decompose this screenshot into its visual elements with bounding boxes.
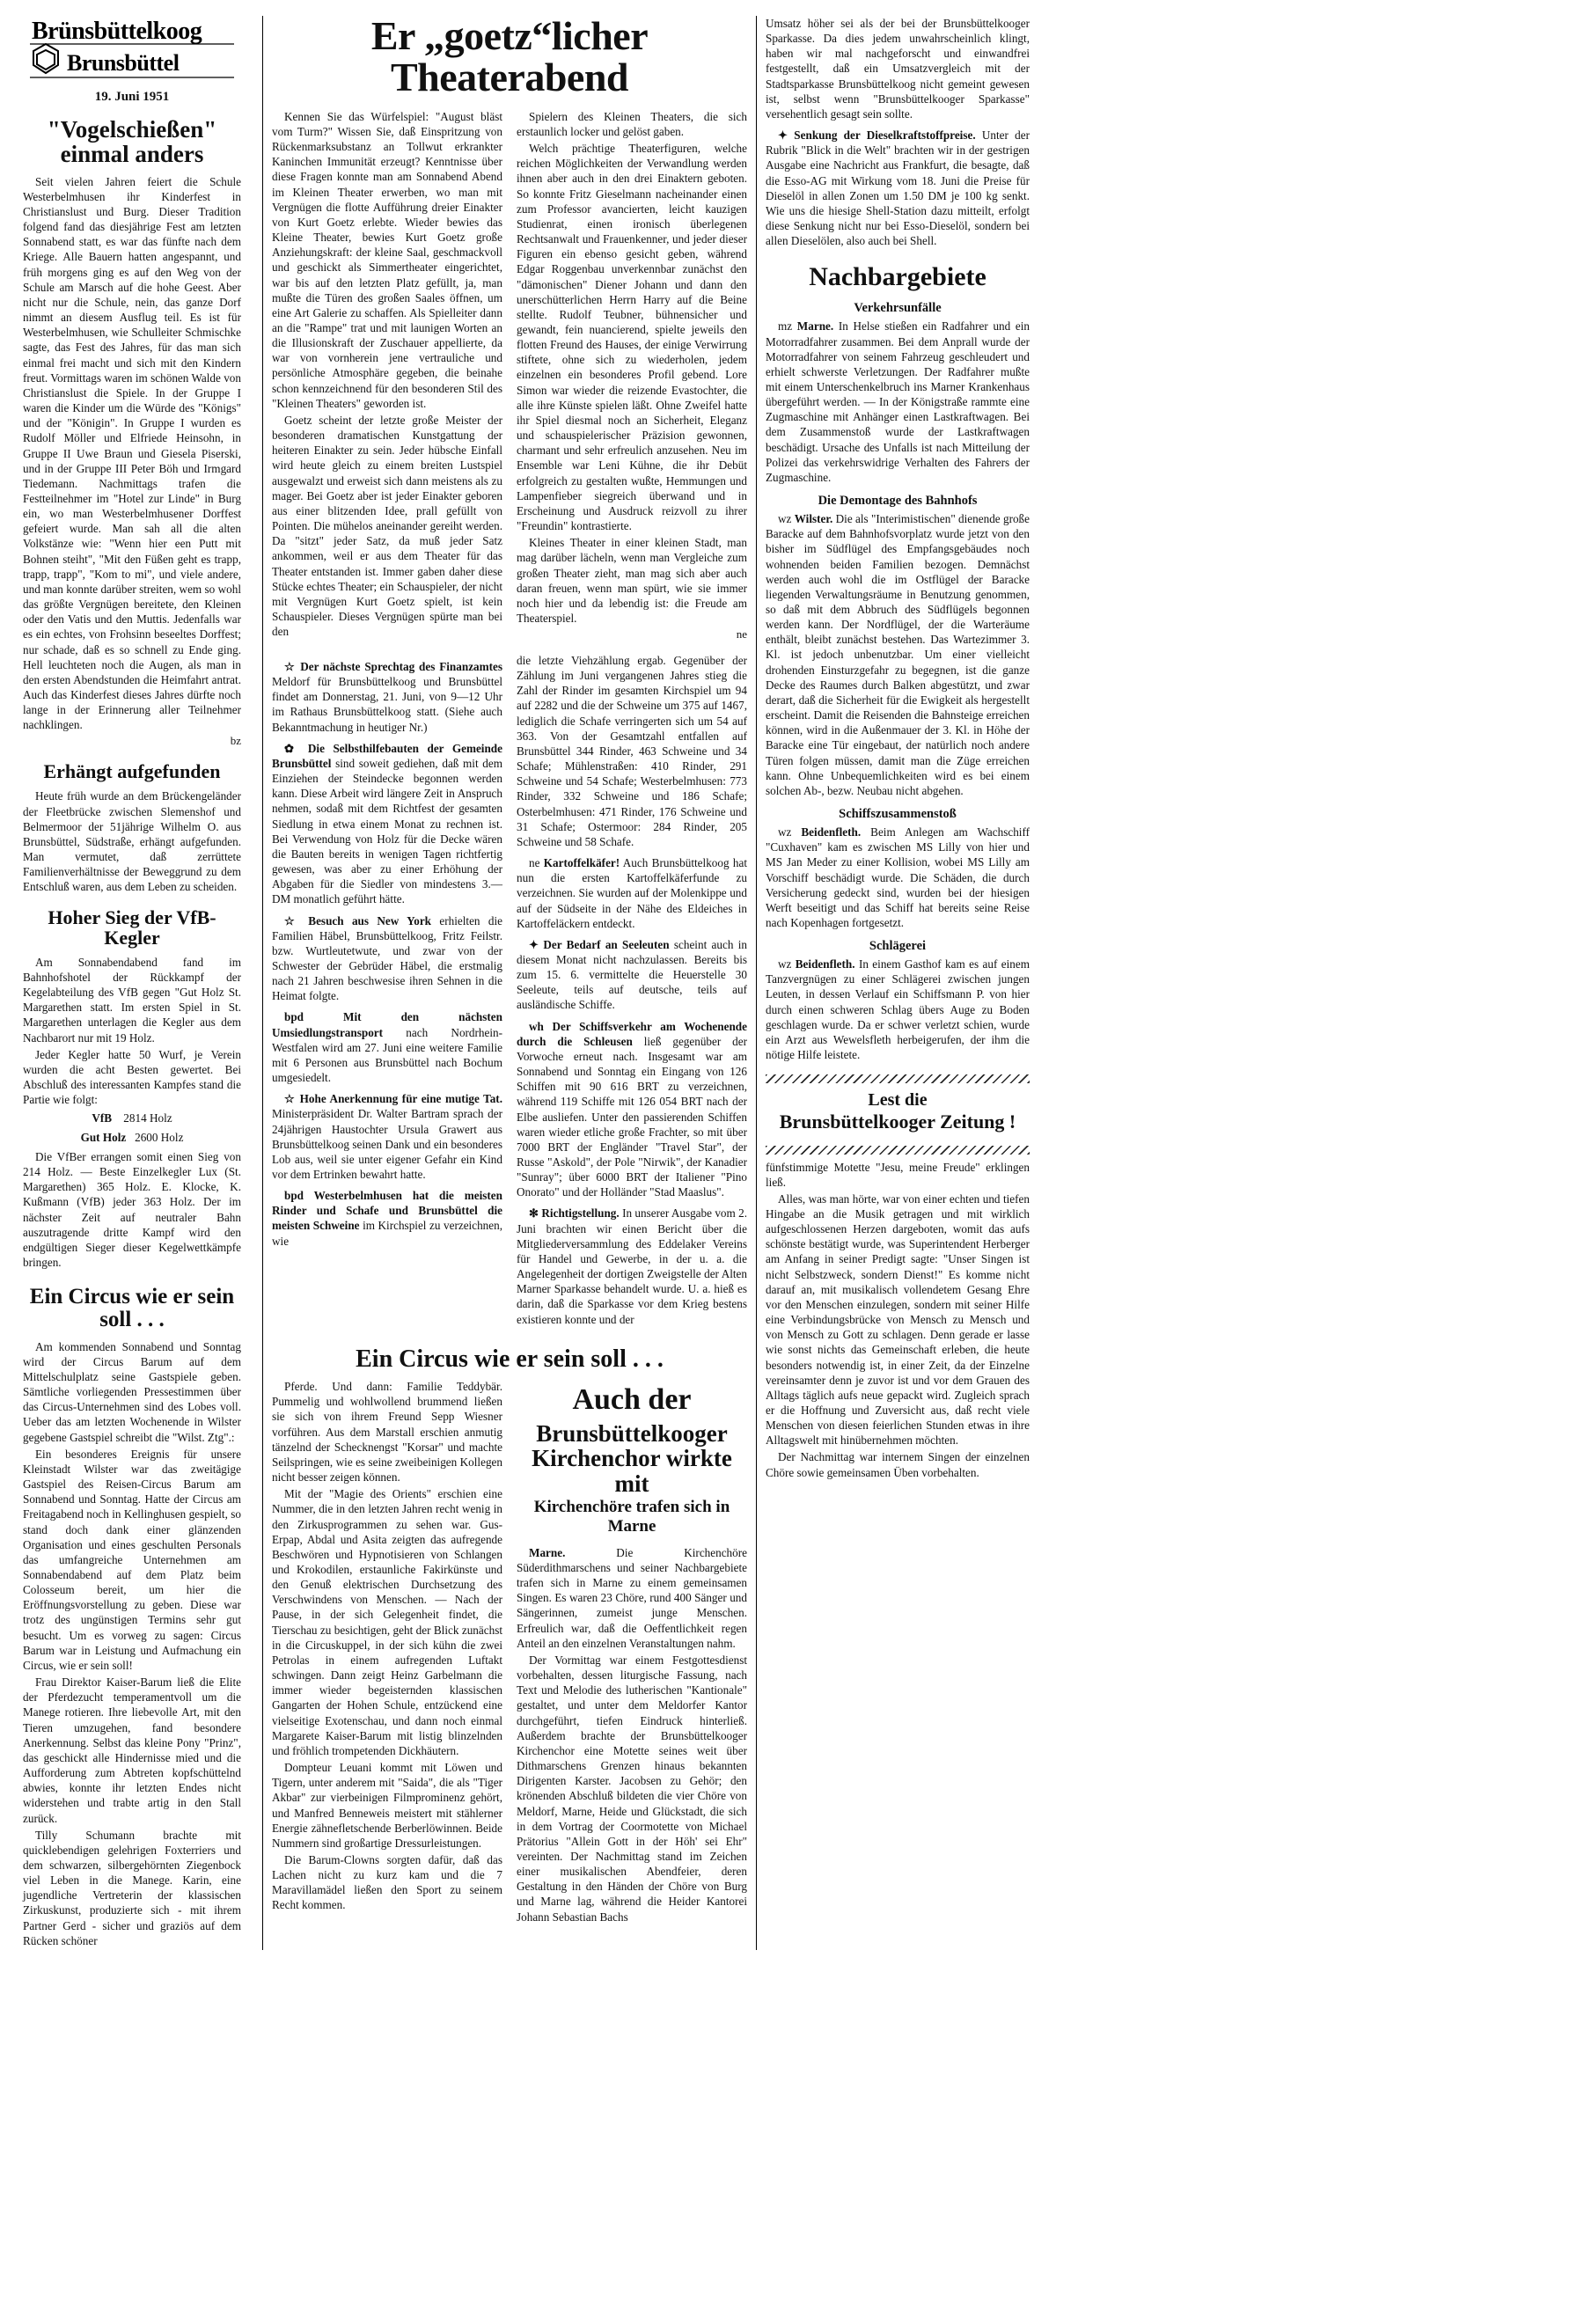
news-brief — [517, 1019, 747, 1200]
news-brief — [766, 128, 1030, 248]
star-icon: ✦ — [529, 937, 544, 951]
score-value: 2600 Holz — [135, 1131, 184, 1145]
decorative-divider-top — [766, 1074, 1030, 1083]
news-brief — [272, 1091, 502, 1182]
dateline: Wilster. — [794, 512, 833, 526]
star-icon: ✦ — [778, 128, 795, 143]
brief-lead: Besuch aus New York — [308, 913, 432, 927]
subsection-heading: Schiffszusammenstoß — [839, 807, 957, 822]
article-body: Tilly Schumann brachte mit quicklebendigen gelehrigen Foxterriers und dem schwarzen, silbergehörnten Ziegenbock viel Leben in die Manege. Karin, eine jugendliche Vertreterin der klassischen Zirkuskunst, produzierte sich - mit ihrem Partner Gerd - sicher und graziös auf dem Rücken schöner — [23, 1828, 241, 1947]
issue-date: 19. Juni 1951 — [94, 90, 170, 104]
article-signature: bz — [230, 734, 241, 748]
page-title: Er „goetz“licher Theaterabend — [370, 13, 649, 99]
svg-text:Brunsbüttel: Brunsbüttel — [67, 50, 180, 76]
briefs-col-right — [517, 653, 747, 1329]
article-headline-vogelschiessen — [23, 117, 241, 167]
brief-marker: wz — [778, 957, 796, 971]
article-text: Beim Anlegen am Wachschiff "Cuxhaven" kam es zwischen MS Lilly von hier und MS Jan Meder zu einer Kollision, wobei MS Lilly am Vorschiff beschädigt wurde. Die Schäden, die durch Versicherung gedeckt sind, wurden bei der hiesigen Werft beseitigt und das Schiff hat bereits seine Reise nach Kopenhagen fortgesetzt. — [766, 825, 1030, 929]
article-body — [766, 957, 1030, 1062]
article-body: Am kommenden Sonnabend und Sonntag wird der Circus Barum auf dem Mittelschulplatz seine Gastspiele geben. Sämtliche vorliegenden Pressestimmen über das Circus-Unternehmen sind des Lobes voll. Ueber das am letzten Wochenende in Wilster gegebene Gastspiel schreibt die "Wilst. Ztg".: — [23, 1339, 241, 1444]
score-value: 2814 Holz — [123, 1111, 172, 1125]
article-body: Der Nachmittag war internem Singen der einzelnen Chöre sowie gemeinsamen Üben vorbehalten. — [766, 1450, 1030, 1479]
article-body: Kennen Sie das Würfelspiel: "August bläst vom Turm?" Wissen Sie, daß Einspritzung von Rückenmarksubstanz an Tollwut erkrankter Kaninchen Immunität erzeugt? Kenntnisse über diese Fragen konnte man am Sonnabend Abend im Kleinen Theater erwerben, wo man mit Vergnügen die flotte Aufführung dreier Einakter von Kurt Goetz erlebte. Wieder bewies das Kleine Theater, bewies Kurt Goetz große Anziehungskraft: der kleine Saal, geschmackvoll und geschickt als Simmertheater eingerichtet, war bis auf den letzten Platz gefüllt, ja, man mußte die Türen des großen Saales öffnen, um eine Art Galerie zu schaffen. Als Spielleiter dann an die "Rampe" trat und mit launigen Worten an die Illusionskraft der Zuschauer appellierte, da war von vornherein jene vertrauliche und persönliche Atmosphäre gegeben, die beinahe schon kennzeichnend für den besonderen Stil des "Kleinen Theaters" geworden ist. — [272, 109, 502, 410]
theater-col-left — [272, 109, 502, 644]
circus-col-left — [272, 1379, 502, 1926]
article-headline-kegler: Hoher Sieg der VfB-Kegler — [48, 905, 216, 949]
article-text: Die Kirchenchöre Süderdithmarschens und seiner Nachbargebiete trafen sich in Marne zu einem gemeinsamen Singen. Es waren 23 Chöre, rund 400 Sänger und Sängerinnen, zumeist junge Menschen. Erfreulich war, daß die Oeffentlichkeit regen Anteil an den einzelnen Veranstaltungen nahm. — [517, 1545, 747, 1650]
promo-line-1: Lest die — [868, 1090, 928, 1111]
brief-body: Auch Brunsbüttelkoog hat nun die ersten Kartoffelkäferfunde zu verzeichnen. Sie wurden auf der Molenkippe und auf der Südseite in der Nähe des Eldeiches in Kartoffeläckern entdeckt. — [517, 856, 747, 930]
brief-body: In unserer Ausgabe vom 2. Juni brachten wir einen Bericht über die Mitgliederversammlung des Eddelaker Vereins für Handel und Gewerbe, in der u. a. die Angelegenheit der dortigen Zweigstelle der Alten Marner Sparkasse behandelt wurde. U. a. hieß es darin, daß die Sparkasse vor dem Krieg bestens existieren konnte und der — [517, 1206, 748, 1326]
article-body: Umsatz höher sei als der bei der Brunsbüttelkooger Sparkasse. Da dies jedem unwahrscheinlich klingt, haben wir mal nachgeforscht und einwandfrei festgestellt, daß ein Umsatzvergleich mit der Stadtsparkasse Brunsbüttelkoog nicht gemeint gewesen ist, selbst wenn "Brunsbüttelkooger Sparkasse" versehentlich gesagt sein sollte. — [766, 17, 1030, 121]
brief-lead: Hohe Anerkennung für eine mutige Tat. — [299, 1092, 502, 1106]
article-body — [517, 1545, 747, 1651]
article-body: Goetz scheint der letzte große Meister der besonderen dramatischen Kunstgattung der heiteren Einakter zu sein. Jeder hübsche Einfall wird heute gleich zu einem breiten Lustspiel ausgewalzt und erweist sich dann meistens als zu mager. Bei Goetz aber ist jeder Einakter geboren aus einer blitzenden Idee, prall gefüllt von Pointen. Die mühelos aneinander gereiht werden. Da "sitzt" jeder Satz, da muß jeder Satz ankommen, weil er aus dem Theater für das Theater entstanden ist. Immer gaben daher diese Stücke echtes Theater; ein Schauspieler, der nicht mit Vergnügen Kurt Goetz spielt, ist kein Schauspieler. Dieses Vergnügen spürte man bei den — [272, 413, 502, 639]
score-team-name: Gut Holz — [80, 1131, 127, 1145]
brief-marker: wh — [529, 1019, 553, 1033]
dateline: Marne. — [796, 319, 834, 334]
brief-lead: Der Bedarf an Seeleuten — [543, 937, 670, 951]
score-row — [23, 1111, 241, 1126]
article-body: Die VfBer errangen somit einen Sieg von 214 Holz. — Beste Einzelkegler Lux (St. Margarethen) 365 Holz. E. Klocke, K. Kußmann (VfB) jeder 363 Holz. Der im nächster Zeit auf neutraler Bahn auszutragende dritte Kampf wird den endgültigen Sieger dieser Kegelwettkämpfe bringen. — [23, 1149, 241, 1270]
article-body: Alles, was man hörte, war von einer echten und tiefen Hingabe an die Musik getragen und mit wirklich aufgeschlossenen Herzen dargeboten, womit das aufs schönste bestätigt wurde, was Superintendent Herberger am Anfang in seiner Predigt sagte: "Unser Singen ist nicht Selbstzweck, sondern Dienst!" Es komme nicht darauf an, mit musikalisch vollendetem Gesang Ehre vor den Menschen einzulegen, sondern mit seiner Hilfe eine Verbindungsbrücke von Mensch zu Mensch und von Mensch zu Gott zu schlagen. Denn gerade er lasse wie sonst nichts das Gemeinschaft erleben, die heute besonders notwendig ist, in einer Zeit, da der Einzelne vereinsamter denn je zuvor ist und vor dem Grauen des Alltags täglich aufs neue gepackt wird. Zugleich sprach er die Hoffnung und Zuversicht aus, daß recht viele Menschen von diesen feierlichen Stunden etwas in ihre Alltagswelt mit hinübernehmen möchten. — [766, 1191, 1030, 1448]
masthead-logo — [28, 16, 236, 84]
circus-col-right — [517, 1379, 747, 1926]
dateline: Marne. — [529, 1545, 566, 1559]
article-body: Frau Direktor Kaiser-Barum ließ die Elite der Pferdezucht temperamentvoll um die Manege rotieren. Ihre liebevolle Art, mit den Tieren umzugehen, fand besondere Anerkennung. Selbst das kleine Pony "Prinz", das geschickt alle Hindernisse mied und die Aufforderung zum Abtreten kopfschüttelnd abwies, konnte ihr letzten Endes nicht widerstehen und trabte artig in den Stall zurück. — [23, 1675, 241, 1825]
brief-lead: Der nächste Sprechtag des Finanzamtes — [300, 660, 502, 674]
star-icon: ✻ — [529, 1206, 542, 1221]
brief-body: im Kirchspiel zu verzeichnen, wie — [272, 1219, 502, 1248]
brief-lead: Richtigstellung. — [541, 1206, 620, 1221]
dateline: Beidenfleth. — [801, 825, 862, 839]
decorative-divider-bottom — [766, 1146, 1030, 1155]
subsection-heading: Schlägerei — [869, 939, 927, 954]
brief-body: sind soweit gediehen, daß mit dem Einziehen der Steindecke begonnen werden kann. Diese Arbeit wird längere Zeit in Anspruch nehmen, sodaß mit dem Richtfest der gesamten Siedlung in etwa einem Monat zu rechnen ist. Bei Verwendung von Holz für die Decke wären die Bauten bereits in wenigen Tagen richtfertig gewesen, was aber zu einer Erhöhung der Abgaben für die Siedler von mindestens 3.— DM monatlich geführt hätte. — [272, 756, 502, 906]
brief-marker: wz — [778, 512, 795, 526]
brief-marker: bpd — [284, 1010, 344, 1024]
headline-line-2: einmal anders — [60, 141, 204, 168]
news-brief — [517, 1206, 747, 1326]
circus-article-columns — [272, 1379, 747, 1926]
article-body: Ein besonderes Ereignis für unsere Kleinstadt Wilster war das zweitägige Gastspiel des Reisen-Circus Barum am Sonnabend und Sonntag. Hatte der Circus am Freitagabend noch in Kellinghusen gespielt, so stand doch dank einer glänzenden Organisation und eines geschulten Personals das umfangreiche Unternehmen am Sonnabendabend auf dem Platz beim Colosseum bereit, um hier die Eröffnungsvorstellung zu geben. Diese war trotz des ungünstigen Termins sehr gut besucht. Um es vorweg zu sagen: Circus Barum war in Leistung und Aufmachung ein Circus, wie er sein soll! — [23, 1447, 241, 1672]
article-body: die letzte Viehzählung ergab. Gegenüber der Zählung im Juni vergangenen Jahres stieg die Zahl der Rinder im gesamten Kirchspiel um 94 auf 2282 und die der Schweine um 375 auf 1467, lediglich die Schafe verringerten sich um 54 auf 363. Von der Gesamtzahl entfallen auf Brunsbüttel 344 Rinder, 463 Schweine und 34 Schafe; Mühlenstraßen: 410 Rinder, 291 Schweine und 54 Schafe; Westerbelmhusen: 773 Rinder, 332 Schweine und 186 Schafe; Osterbelmhusen: 471 Rinder, 176 Schweine und 31 Schafe; Ostermoor: 284 Rinder, 205 Schweine und 58 Schafe. — [517, 654, 747, 848]
briefs-col-left — [272, 653, 502, 1329]
subsection-heading: Die Demontage des Bahnhofs — [818, 494, 978, 509]
masthead — [23, 16, 241, 84]
theater-col-right — [517, 109, 747, 644]
page-columns — [23, 13, 1561, 1950]
article-body: Der Vormittag war einem Festgottesdienst vorbehalten, dessen liturgische Fassung, nach Text und Melodie des lutherischen "Kantionale" gestaltet, und unter dem Meldorfer Kantor durchgeführt, tiefen Eindruck hinterließ. Außerdem brachte der Brunsbüttelkooger Kirchenchor eine Motette seines weit über Dithmarschens Grenzen hinaus bekannten Dirigenten Karster. Jacobsen zu Gehör; den krönenden Abschluß bildeten die vier Chöre von Meldorf, Marne, Heide und Glückstadt, die sich in dem Vortrag der Coormotette von Michael Prätorius "Allein Gott in der Höh' sei Ehr" vereinten. Der Nachmittag stand im Zeichen einer musikalischen Abendfeier, deren Gestaltung in den Händen der Chöre von Burg und Marne lag, während die Heider Kantorei Johann Sebastian Bachs — [517, 1653, 747, 1924]
brief-lead: Der Schiffsverkehr am Wochenende durch die Schleusen — [517, 1019, 747, 1048]
brief-body: nach Nordrhein-Westfalen wird am 27. Juni eine weitere Familie mit 6 Personen aus Brunsbüttel nach Bochum umgesiedelt. — [272, 1025, 503, 1085]
brief-lead: Kartoffelkäfer! — [543, 856, 620, 870]
promo-line-2: Brunsbüttelkooger Zeitung ! — [779, 1111, 1016, 1133]
dateline: Beidenfleth. — [795, 957, 855, 971]
article-body: Kleines Theater in einer kleinen Stadt, man mag darüber lächeln, wenn man Vergleiche zum großen Theater zieht, man mag sich aber auch daran freuen, wenn man spürt, wie sie immer noch hier und da lebendig ist: die Freude am Theaterspiel. — [517, 536, 747, 625]
brief-marker: ne — [529, 856, 544, 870]
article-body — [766, 825, 1030, 930]
article-body: Seit vielen Jahren feiert die Schule Westerbelmhusen ihr Kinderfest in Christianslust und Burg. Dieser Tradition folgend fand das diesjährige Fest am letzten Sonnabend statt, es war das fünfte nach dem Kriege. Alle Bauern hatten angespannt, und früh morgens ging es auf den Weg von der Schule am Marsch auf die hohe Geest. Aber nicht nur die Schule, nein, das ganze Dorf nimmt an diesem Ausflug teil. Es ist für Westerbelmhusen, wie Schulleiter Schmischke sagte, das Fest des Jahres, für das man sich einmal frei macht und sich mit den Kindern freut. Vormittags waren im schönen Walde von Christianslust die Spiele. In der Gruppe I waren die Kinder um die Würde des "Königs" und der "Königin". In Gruppe I wurden es Rudolf Möller und Elfriede Heinsohn, in Gruppe II Uwe Braun und Giesela Piserski, und in der Gruppe III Peter Böh und Irmgard Tiedemann. Nachmittags trafen die Festteilnehmer im "Hotel zur Linde" in Burg ein, wo man Westerbelmhusener Dorffest gefeiert wurde. Man sah all die alten Volkstänze wie: "Wenn hier een Putt mit Bohnen steiht", "Mit den Füßen geht es trapp, trapp, trapp", "Kom to mi", und viele andere, und man konnte darüber streiten, wem so wohl das größte Vergnügen bereitete, den Kleinen oder den Vatis und den Muttis. Jedenfalls war es ein echtes, von Frohsinn beseeltes Dorffest; nur schade, daß es so schnell zu Ende ging. Hell leuchteten noch die Augen, als man in den ersten Abendstunden die Heimfahrt antrat. Auch das Kinderfest dieses Jahres dürfte noch lange in der Erinnerung aller Teilnehmer nachklingen. — [23, 174, 241, 732]
article-body: Am Sonnabendabend fand im Bahnhofshotel der Rückkampf der Kegelabteilung des VfB gegen "Gut Holz St. Margarethen statt. Im ersten Spiel in St. Margarethen unterlagen die Kegler aus dem Nachbarort nur mit 19 Holz. — [23, 955, 241, 1045]
news-brief — [272, 1009, 502, 1085]
star-icon: ☆ — [284, 913, 309, 927]
headline-line-1: "Vogelschießen" — [47, 116, 217, 143]
article-signature: ne — [736, 627, 747, 641]
brief-body: Meldorf für Brunsbüttelkoog und Brunsbüttel findet am Donnerstag, 21. Juni, von 9—12 Uhr im Rathaus Brunsbüttelkoog statt. (Siehe auch Bekanntmachung in heutiger Nr.) — [272, 675, 502, 734]
briefs-columns — [272, 653, 747, 1329]
news-brief — [272, 659, 502, 735]
score-team-name: VfB — [92, 1111, 113, 1125]
article-body: Welch prächtige Theaterfiguren, welche reichen Möglichkeiten der Verwandlung werden ihnen aber auch in den drei Einaktern geboten. So konnte Fritz Gieselmann nacheinander einen zum Professor avancierten, leicht kauzigen Studienrat, einen ironisch überlegenen Rechtsanwalt und Frauenkenner, und jeder dieser Figuren ein ebenso gesicht geben, während Edgar Roggenbau unverkennbar zunächst den "dämonischen" Diener Johann und dann den unerschütterlichen Herrn Harry auf die Beine stellte. Rudolf Teubner, bühnensicher und gewandt, fein nuancierend, spielte jeweils den flotten Freund des Hauses, der einige Verwirrung stiftete, ohne sich zu wiederholen, jedem einzelnen ein besonderes Profil gebend. Lore Simon war wieder die reizende Evastochter, die alle ihre Künste spielen läßt. Ohne Zweifel hatte ihr Spiel diesmal noch an Sicherheit, Eleganz und schauspielerischer Präzision gewonnen, charmant und sehr erfreulich anzusehen. Neu im Ensemble war Leni Kühne, die ihr Debüt erfolgreich zu gestalten wußte, Hemmungen und Lampenfieber siegreich überwand und in Erscheinung und Ausdruck reizvoll zu ihrer "Freundin" kontrastierte. — [517, 142, 747, 533]
brief-body: scheint auch in diesem Monat nicht nachzulassen. Bereits bis zum 15. 6. vermittelte die Heuerstelle 30 Seeleute, teils auf deutsche, teils auf ausländische Schiffe. — [517, 937, 748, 1012]
article-subheadline-kirchenchor: Kirchenchöre trafen sich in Marne — [533, 1497, 730, 1536]
brief-body: Ministerpräsident Dr. Walter Bartram sprach der 24jährigen Haustochter Ursula Grawert aus Brunsbüttelkoog seinen Dank und ein besonderes Lob aus, weil sie unter eigener Gefahr ein Kind vor dem Ertrinken bewahrt hatte. — [272, 1107, 502, 1182]
article-body — [766, 511, 1030, 798]
star-icon: ☆ — [284, 1092, 300, 1106]
news-brief — [517, 855, 747, 931]
article-text: In einem Gasthof kam es auf einem Tanzvergnügen zu einer Schlägerei zwischen jungen Leuten, in dessen Verlauf ein Schiffsmann P. von hier durch einen schweren Schlag übers Auge zu Boden geschlagen wurde. Da er schwer verletzt schien, wurde ein Arzt aus Wewelsfleth herbeigerufen, der ihm die nötige Hilfe leistete. — [766, 957, 1030, 1062]
svg-text:Brünsbüttelkoog: Brünsbüttelkoog — [32, 18, 202, 45]
article-body: Jeder Kegler hatte 50 Wurf, je Verein wurden die acht Besten gewertet. Bei Abschluß des interessanten Kampfes stand die Partie wie folgt: — [23, 1047, 241, 1107]
column-divider — [756, 16, 757, 1950]
brief-body: Unter der Rubrik "Blick in die Welt" brachten wir in der gestrigen Ausgabe eine Nachricht aus Frankfurt, die besagte, daß die Esso-AG mit Wirkung vom 18. Juni die Preise für Dieselöl in allen Zonen um 1.50 DM je 100 kg senkt. Wie uns die hiesige Shell-Station dazu mitteilt, erfolgt diese Senkung nicht nur bei Esso-Dieselöl, sondern bei allen Dieselölen, also auch bei Shell. — [766, 128, 1030, 248]
star-icon: ☆ — [284, 660, 301, 674]
article-body: Mit der "Magie des Orients" erschien eine Nummer, die in den letzten Jahren recht wenig in den Zirkusprogrammen zu sehen war. Gus-Erpap, Abdal und Asita zeigten das aufregende Beschwören und Hypnotisieren von Schlangen und Krokodilen, erstaunliche Fakirkünste und den Genuß elektrischen Durchsetzung des Verschwindens von Menschen. — Nach der Pause, in der sich Gelegenheit findet, die Tierschau zu besichtigen, geht der Blick zunächst in die Circuskuppel, in der sich kühn die zwei Petrolas in einem aufregenden Luftakt schwingen. Dann zeigt Heinz Garbelmann die immer wieder begeisternden klassischen Gangarten der Hohen Schule, entzückend eine vielseitige Exotenschau, und dann noch einmal Margarete Kaiser-Barum mit listig blinzelnden und fröhlich trompetenden Dickhäutern. — [272, 1487, 502, 1757]
article-headline-circus: Ein Circus wie er sein soll . . . — [29, 1285, 235, 1332]
article-text: In Helse stießen ein Radfahrer und ein Motorradfahrer zusammen. Bei dem Anprall wurde der Motorradfahrer von seinem Fahrzeug geschleudert und erhielt schwerste Verletzungen. Der Radfahrer mußte mit einem Unterschenkelbruch ins Marner Krankenhaus übergeführt werden. — In der Königstraße rammte eine Zugmaschine mit Anhänger einen Lastkraftwagen. Bei dem Zusammenstoß wurde der Lastkraftwagen beschädigt. Ursache des Unfalls ist nach Mitteilung der Polizei das verkehrswidrige Verhalten des Fahrers der Zugmaschine. — [766, 319, 1030, 484]
brief-marker: bpd — [284, 1189, 314, 1203]
promo-ad[interactable] — [766, 1090, 1030, 1133]
column-2 — [272, 13, 748, 1926]
score-row — [23, 1130, 241, 1146]
news-brief — [517, 937, 747, 1013]
article-body: Dompteur Leuani kommt mit Löwen und Tigern, unter anderem mit "Saida", die als "Tiger Akbar" zur vierbeinigen Filmprominenz gehört, und Manfred Benneweis meistert mit stählerner Energie zähnefletschende Berberlöwinnen. Beide Nummern sind großartige Dressurleistungen. — [272, 1761, 502, 1850]
article-headline-erhaengt: Erhängt aufgefunden — [43, 760, 221, 783]
brief-lead: Senkung der Dieselkraftstoffpreise. — [794, 128, 976, 143]
news-brief — [272, 741, 502, 907]
star-icon: ✿ — [284, 741, 308, 755]
subsection-heading: Verkehrsunfälle — [854, 301, 942, 316]
brief-lead: Mit den nächsten Umsiedlungstransport — [272, 1010, 502, 1039]
column-divider — [262, 16, 263, 1950]
column-4 — [766, 16, 1030, 1482]
article-headline-kirchenchor: Brunsbüttelkooger Kirchenchor wirkte mit — [532, 1419, 732, 1497]
article-body: Heute früh wurde an dem Brückengeländer der Fleetbrücke zwischen Slemenshof und Belmermoor der 51jährige Wilhelm O. aus Brunsbüttel, Südstraße, erhängt aufgefunden. Man vermutet, daß zerrüttete Familienverhältnisse der Beweggrund zu dem Entschluß waren, aus dem Leben zu scheiden. — [23, 789, 241, 894]
theater-article-columns — [272, 109, 747, 644]
column-1 — [23, 16, 253, 1950]
article-body: fünfstimmige Motette "Jesu, meine Freude" erklingen ließ. — [766, 1160, 1030, 1189]
news-brief — [272, 1188, 502, 1249]
article-headline-circus-2: Ein Circus wie er sein soll . . . — [356, 1345, 664, 1373]
brief-marker: wz — [778, 825, 802, 839]
brief-body: erhielten die Familien Häbel, Brunsbüttelkoog, Fritz Feilstr. bzw. Wurtleutetwute, und zwar von der Schwester der Gebrüder Häbel, die erstmalig nach 21 Jahren beschwesise ihren Sehnen in die Heimat folgte. — [272, 913, 503, 1003]
brief-lead: Westerbelmhusen hat die meisten Rinder und Schafe und Brunsbüttel die meisten Schweine — [272, 1189, 502, 1233]
article-headline-kirchenchor-pre: Auch der — [572, 1383, 692, 1417]
brief-body: ließ gegenüber der Vorwoche erneut nach. Insgesamt war am Sonnabend und Sonntag ein Eingang von 126 Schiffen mit 90 616 BRT zu verzeichnen, während 119 Schiffe mit 126 054 BRT nach der Elbe ausliefen. Unter den passierenden Schiffen waren wieder etliche große Frachter, so mit über 7000 BRT der Engländer "Travel Star", der Russe "Askold", der Pole "Nirwik", der Kanadier "Sunray"; über 6000 BRT der Italiener "Pino Onorato" und der Holländer "Stad Maaslus". — [517, 1034, 747, 1199]
article-text: Die als "Interimistischen" dienende große Baracke auf dem Bahnhofsvorplatz wurde jetzt von den bisher im Südflügel des Empfangsgebäudes noch wohnenden beiden Familien bezogen. Demnächst werden auch wohl die im Ostflügel der Baracke liegenden Verwaltungsräume in Benutzung genommen, so daß mit dem Abbruch des Südflügels begonnen werden kann. Der Nordflügel, der die Warteräume enthält, bleibt zunächst bestehen. Das Wartezimmer 3. Kl. ist jedoch unbenutzbar. Um einer vielleicht drohenden Einsturzgefahr zu begegnen, ist die ganze Decke des Raumes durch Balken abgestützt, und zwar derart, daß die Sicherheit für die Ewigkeit als hergestellt erscheint. Damit die Reisenden die Bahnsteige erreichen können, wird in die Außenmauer der 3. Kl. in Höhe der Baracke eine Tür eingebaut, der natürlich noch andere Türen folgen müssen, damit man die Züge erreichen kann. Ohne Unbequemlichkeiten wird es bei einem solchen Ab-, bezw. Neubau nicht abgehen. — [766, 512, 1030, 797]
brief-lead: Die Selbsthilfebauten der Gemeinde Brunsbüttel — [272, 741, 502, 770]
news-brief — [272, 913, 502, 1004]
article-body: Pferde. Und dann: Familie Teddybär. Pummelig und wohlwollend brummend ließen sie sich von ihrem Freund Sepp Wiesner vorführen. Aus dem Marstall erschien anmutig tänzelnd der Schecknengst "Korsar" und machte Seilspringen, wie es seine zweibeinigen Kollegen nicht besser zeigen können. — [272, 1380, 502, 1485]
article-body: Spielern des Kleinen Theaters, die sich erstaunlich locker und gelöst gaben. — [517, 109, 747, 138]
article-body — [766, 319, 1030, 485]
brief-marker: mz — [778, 319, 797, 334]
section-heading-nachbargebiete: Nachbargebiete — [809, 262, 986, 292]
article-body: Die Barum-Clowns sorgten dafür, daß das Lachen nicht zu kurz kam und die 7 Maravillamädel ließen den Sport zu seinem Recht kommen. — [272, 1852, 502, 1912]
